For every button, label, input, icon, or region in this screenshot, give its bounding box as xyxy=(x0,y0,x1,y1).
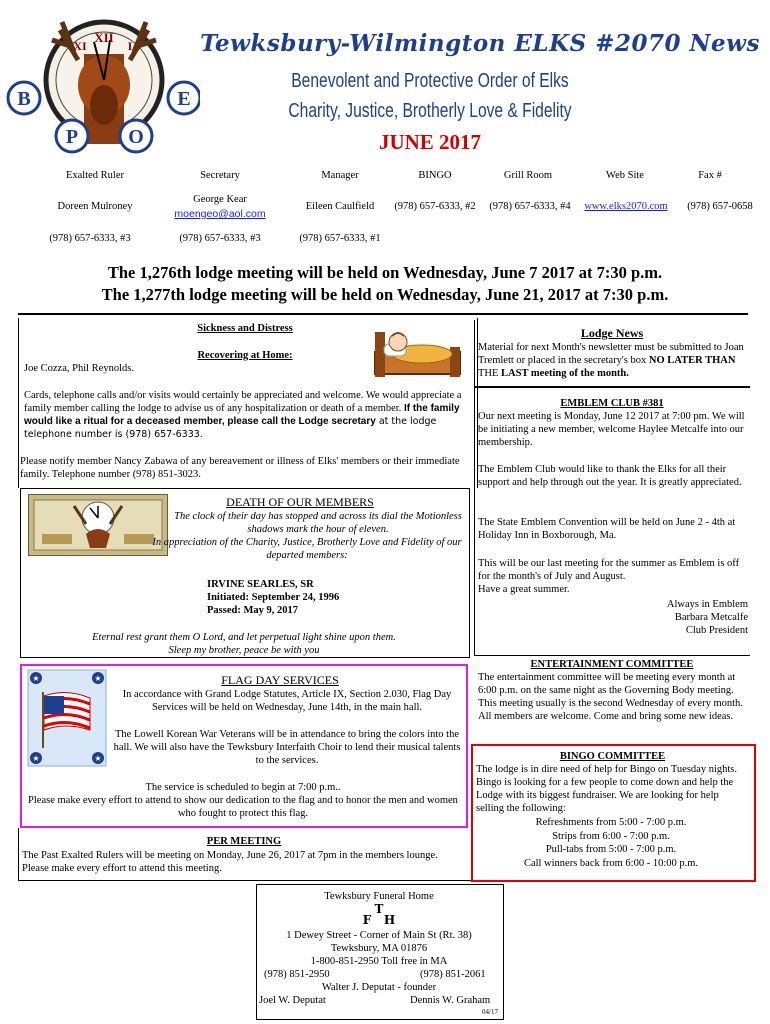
emblem-paragraph-4: This will be our last meeting for the summer as Emblem is off for the month's of July and August. xyxy=(478,558,740,582)
heading-fax: Fax # xyxy=(698,170,722,181)
logo-letter-b: B xyxy=(17,88,31,110)
website-link[interactable]: www.elks2070.com xyxy=(584,201,668,212)
funeral-home-logo-fh: F H xyxy=(362,913,396,927)
logo-letter-o: O xyxy=(128,126,144,148)
lodge-news-text-a: Material for next Month's newsletter must be submitted to Joan Tremlett or placed in the secretary's box xyxy=(478,342,744,366)
bingo-item-pull-tabs: Pull-tabs from 5:00 - 7:00 p.m. xyxy=(545,844,677,855)
bingo-phone: (978) 657-6333, #2 xyxy=(394,201,476,212)
american-flag-illustration xyxy=(26,668,108,768)
secretary-email-link[interactable]: moengeo@aol.com xyxy=(174,208,266,220)
secretary-phone: (978) 657-6333, #3 xyxy=(179,233,261,244)
prayer-line-1: Eternal rest grant them O Lord, and let perpetual light shine upon them. xyxy=(92,632,396,643)
grill-room-phone: (978) 657-6333, #4 xyxy=(489,201,571,212)
emblem-signoff: Always in Emblem xyxy=(666,599,748,610)
sickness-para1-part-c: at the lodge telephone number is (978) 657-6333. xyxy=(24,416,437,440)
emblem-paragraph-2: The Emblem Club would like to thank the Elks for all their support and help through out the year. It is greatly appreciated. xyxy=(478,464,742,488)
flag-day-heading: FLAG DAY SERVICES xyxy=(221,673,339,687)
header-divider xyxy=(18,313,748,315)
funeral-director-1: Joel W. Deputat xyxy=(259,995,326,1006)
emblem-paragraph-1: Our next meeting is Monday, June 12 2017 at 7:00 pm. We will be initiating a new member, welcome Haylee Metcalfe into our membership. xyxy=(478,411,745,448)
sickness-para1-ritual-note: If the family would like a ritual for a deceased member, please call the Lodge secretary xyxy=(24,403,460,427)
flag-day-start-time: The service is scheduled to begin at 7:00 p.m.. xyxy=(145,782,341,793)
prayer-line-2: Sleep my brother, peace be with you xyxy=(168,645,320,656)
svg-text:★: ★ xyxy=(94,754,102,763)
deceased-initiated-date: Initiated: September 24, 1996 xyxy=(207,592,340,603)
sickness-para1-part-a: Cards, telephone calls and/or visits would certainly be appreciated and welcome. We would appreciate a family member calling the lodge to advise us of any hospitalization or death of a member. xyxy=(24,390,462,414)
entertainment-divider xyxy=(474,655,750,656)
bingo-committee-heading: BINGO COMMITTEE xyxy=(559,751,666,762)
subtitle-order: Benevolent and Protective Order of Elks xyxy=(291,70,569,92)
funeral-home-tollfree: 1-800-851-2950 Toll free in MA xyxy=(310,956,448,967)
recovering-heading: Recovering at Home: xyxy=(197,350,293,361)
newsletter-title: Tewksbury-Wilmington ELKS #2070 News xyxy=(200,30,760,57)
sickness-paragraph-2: Please notify member Nancy Zabawa of any bereavement or illness of Elks' members or their immediate family. Telephone number (978) 851-3023. xyxy=(20,456,460,480)
heading-bingo: BINGO xyxy=(418,170,452,181)
heading-secretary: Secretary xyxy=(200,170,240,181)
funeral-home-founder: Walter J. Deputat - founder xyxy=(321,982,437,993)
heading-manager: Manager xyxy=(321,170,359,181)
manager-name: Eileen Caulfield xyxy=(305,201,375,212)
bingo-item-call-winners: Call winners back from 6:00 - 10:00 p.m. xyxy=(523,858,699,869)
emblem-signer-name: Barbara Metcalfe xyxy=(674,612,748,623)
heading-web-site: Web Site xyxy=(606,170,644,181)
ad-code: 04/17 xyxy=(482,1008,498,1016)
death-verse-1: The clock of their day has stopped and across its dial the Motionless shadows mark the hour of eleven. xyxy=(174,511,462,535)
per-meeting-heading: PER MEETING xyxy=(206,836,282,847)
bingo-item-strips: Strips from 6:00 - 7:00 p.m. xyxy=(552,831,670,842)
deceased-passed-date: Passed: May 9, 2017 xyxy=(207,605,298,616)
lodge-news-text-d: LAST meeting of the month. xyxy=(501,368,629,379)
logo-letter-e: E xyxy=(177,88,191,110)
bingo-item-refreshments: Refreshments from 5:00 - 7:00 p.m. xyxy=(535,817,687,828)
funeral-home-phone-1: (978) 851-2950 xyxy=(264,969,330,980)
meeting-announcement-1: The 1,276th lodge meeting will be held on Wednesday, June 7 2017 at 7:30 p.m. xyxy=(107,263,663,282)
entertainment-heading: ENTERTAINMENT COMMITTEE xyxy=(530,659,694,670)
emblem-paragraph-5: Have a great summer. xyxy=(478,584,570,595)
manager-phone: (978) 657-6333, #1 xyxy=(299,233,381,244)
deceased-member-name: IRVINE SEARLES, SR xyxy=(207,579,314,590)
per-meeting-text: The Past Exalted Rulers will be meeting on Monday, June 26, 2017 at 7pm in the members lounge. Please make every effort to attend this meeting. xyxy=(22,850,438,874)
exalted-ruler-phone: (978) 657-6333, #3 xyxy=(49,233,131,244)
meeting-announcement-2: The 1,277th lodge meeting will be held on Wednesday, June 21, 2017 at 7:30 p.m. xyxy=(101,285,669,304)
funeral-home-address: 1 Dewey Street - Corner of Main St (Rt. 38) xyxy=(286,930,472,941)
heading-exalted-ruler: Exalted Ruler xyxy=(65,170,125,181)
sickness-heading: Sickness and Distress xyxy=(197,323,293,334)
exalted-ruler-name: Doreen Mulroney xyxy=(57,201,133,212)
lodge-news-text xyxy=(478,341,746,380)
lodge-news-heading: Lodge News xyxy=(580,326,644,340)
recovering-names: Joe Cozza, Phil Reynolds. xyxy=(24,363,134,374)
lodge-news-deadline: NO LATER THAN xyxy=(648,355,736,366)
funeral-home-phone-2: (978) 851-2061 xyxy=(420,969,486,980)
issue-month: JUNE 2017 xyxy=(378,130,482,154)
fax-number: (978) 657-0658 xyxy=(687,201,753,212)
death-verse-2: In appreciation of the Charity, Justice, Brotherly Love and Fidelity of our departed members: xyxy=(152,537,462,561)
emblem-paragraph-3: The State Emblem Convention will be held on June 2 - 4th at Holiday Inn in Boxborough, Ma. xyxy=(478,517,736,541)
funeral-director-2: Dennis W. Graham xyxy=(410,995,491,1006)
logo-numeral-i: I xyxy=(127,39,133,53)
secretary-name: George Kear xyxy=(193,194,247,205)
entertainment-text: The entertainment committee will be meeting every month at 6:00 p.m. on the same night as the Governing Body meeting. This meeting usually is the second Wednesday of every month. All members are welcome. Come and bring some new ideas. xyxy=(478,672,743,722)
elk-clock-illustration xyxy=(28,494,168,556)
emblem-club-heading: EMBLEM CLUB #381 xyxy=(560,398,664,409)
svg-text:★: ★ xyxy=(94,674,102,683)
flag-day-paragraph-2: The Lowell Korean War Veterans will be in attendance to bring the colors into the hall. We will also have the Tewksbury Interfaith Choir to lend their musical talents to the services. xyxy=(113,729,461,766)
svg-text:★: ★ xyxy=(32,754,40,763)
logo-numeral-xii: XII xyxy=(94,30,114,45)
sick-person-illustration xyxy=(370,322,465,382)
subtitle-motto: Charity, Justice, Brotherly Love & Fidelity xyxy=(288,100,572,122)
svg-text:★: ★ xyxy=(32,674,40,683)
lodge-news-text-c: THE xyxy=(478,368,502,379)
lodge-news-divider xyxy=(474,386,750,388)
logo-numeral-xi: XI xyxy=(73,39,87,53)
emblem-signer-title: Club President xyxy=(685,625,748,636)
flag-day-paragraph-3: Please make every effort to attend to show our dedication to the flag and to honor the men and women who fought to protect this flag. xyxy=(28,795,458,819)
sickness-paragraph-1 xyxy=(24,389,474,441)
logo-letter-p: P xyxy=(65,126,79,148)
bingo-committee-text: The lodge is in dire need of help for Bingo on Tuesday nights. Bingo is looking for a few people to come down and help the Lodge with its biggest fundraiser. We are looking for help selling the following: xyxy=(476,764,738,814)
funeral-home-name: Tewksbury Funeral Home xyxy=(324,891,434,902)
flag-day-paragraph-1: In accordance with Grand Lodge Statutes, Article IX, Section 2.030, Flag Day Services will be held on Wednesday, June 14th, in the main hall. xyxy=(122,689,452,713)
funeral-home-logo-t: T xyxy=(374,902,384,916)
death-heading: DEATH OF OUR MEMBERS xyxy=(226,495,374,509)
funeral-home-city: Tewksbury, MA 01876 xyxy=(330,943,428,954)
heading-grill-room: Grill Room xyxy=(503,170,553,181)
